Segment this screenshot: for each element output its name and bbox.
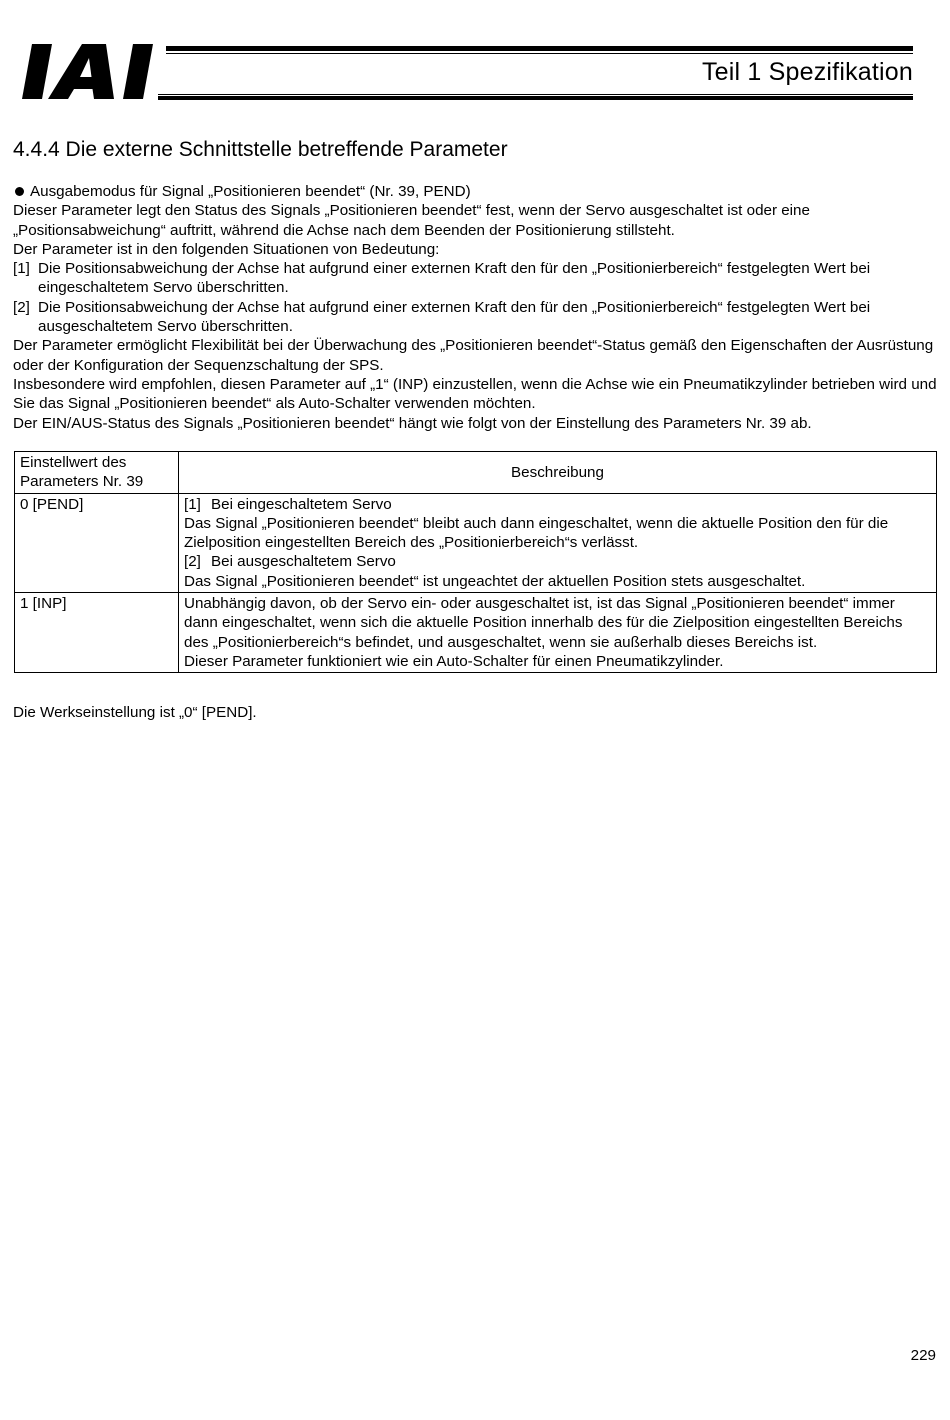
paragraph: Der Parameter ermöglicht Flexibilität bei der Überwachung des „Positionieren beendet“-Status gemäß den Eigenschaften der Ausrüstung oder der Konfiguration der Sequenzschaltung der SPS.: [13, 337, 934, 374]
sub-item-title: [1] Bei eingeschaltetem Servo: [184, 495, 392, 513]
paragraph: Insbesondere wird empfohlen, diesen Parameter auf „1“ (INP) einzustellen, wenn die Achse wie ein Pneumatikzylinder betrieben wird und Sie das Signal „Positionieren beendet“ als Auto-Schalter verwenden möchten.: [13, 375, 937, 413]
section-title: 4.4.4 Die externe Schnittstelle betreffende Parameter: [13, 138, 508, 161]
table-cell-value: 0 [PEND]: [15, 493, 179, 592]
sub-item-title: [2] Bei ausgeschaltetem Servo: [184, 553, 396, 571]
chapter-title: Teil 1 Spezifikation: [701, 58, 913, 86]
sub-item-text: Das Signal „Positionieren beendet“ bleibt auch dann eingeschaltet, wenn die aktuelle Position den für die Zielposition eingestellten Bereich des „Positionierbereich“s verlässt.: [184, 514, 889, 552]
list-item-text: Die Positionsabweichung der Achse hat aufgrund einer externen Kraft den für den „Positionierbereich“ festgelegten Wert bei ausgeschaltetem Servo überschritten.: [38, 298, 871, 336]
table-cell-description: Unabhängig davon, ob der Servo ein- oder ausgeschaltet ist, ist das Signal „Positionieren beendet“ immer dann eingeschaltet, wenn sich die aktuelle Position innerhalb des für die Zielposition eingestellten Bereichs des „Positionierbereich“s befindet, und ausgeschaltet, wenn sie außerhalb dieses Bereichs ist. Dieser Parameter funktioniert wie ein Auto-Schalter für einen Pneumatikzylinder.: [179, 593, 937, 673]
paragraph: Der Parameter ist in den folgenden Situationen von Bedeutung:: [13, 240, 440, 258]
list-item: [13, 259, 937, 298]
factory-setting-note: Die Werkseinstellung ist „0“ [PEND].: [13, 704, 257, 721]
table-row: [15, 593, 937, 673]
table-cell-description: [179, 493, 937, 592]
page-header: [0, 0, 950, 110]
parameter-table: [14, 451, 937, 673]
page-number: 229: [910, 1347, 936, 1364]
list-item-number: [1]: [13, 260, 30, 278]
body-text: [13, 182, 937, 433]
table-cell-value: 1 [INP]: [15, 593, 179, 673]
table-header-row: [15, 452, 937, 494]
bullet-icon: [15, 187, 24, 196]
list-item: [13, 298, 937, 337]
paragraph: Der EIN/AUS-Status des Signals „Positionieren beendet“ hängt wie folgt von der Einstellung des Parameters Nr. 39 ab.: [13, 414, 812, 432]
header-rule-bottom-thin: [158, 94, 913, 95]
list-item-number: [2]: [13, 298, 30, 316]
table-header-description: Beschreibung: [179, 452, 937, 494]
bullet-heading: Ausgabemodus für Signal „Positionieren beendet“ (Nr. 39, PEND): [13, 182, 937, 201]
list-item-text: Die Positionsabweichung der Achse hat aufgrund einer externen Kraft den für den „Positionierbereich“ festgelegten Wert bei eingeschaltetem Servo überschritten.: [38, 260, 871, 297]
table-header-value: Einstellwert des Parameters Nr. 39: [15, 452, 179, 494]
header-rule-top: [166, 46, 913, 51]
sub-item-text: Das Signal „Positionieren beendet“ ist ungeachtet der aktuellen Position stets ausgeschaltet.: [184, 572, 806, 590]
header-rule-bottom: [158, 96, 913, 100]
iai-logo: [20, 44, 162, 100]
header-rule-top-thin: [166, 53, 913, 54]
paragraph: Dieser Parameter legt den Status des Signals „Positionieren beendet“ fest, wenn der Servo ausgeschaltet ist oder eine „Positionsabweichung“ auftritt, während die Achse nach dem Beenden der Positionierung stillsteht.: [13, 202, 810, 239]
table-row: [15, 493, 937, 592]
